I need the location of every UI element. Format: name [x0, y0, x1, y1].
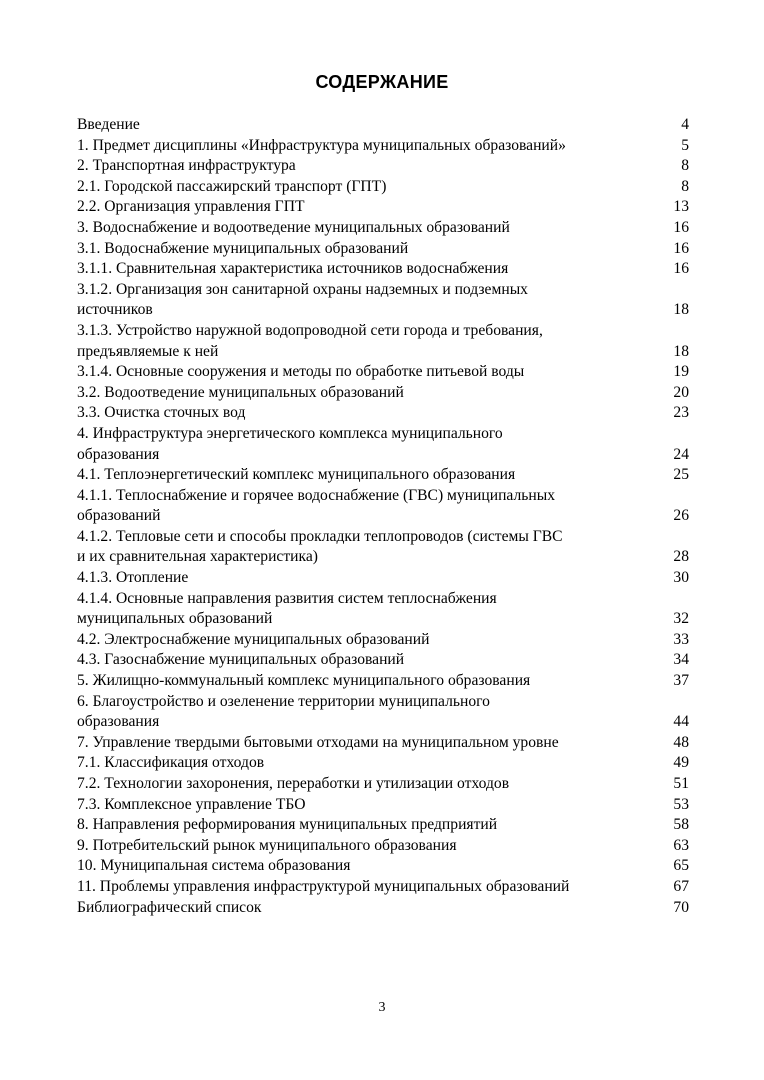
toc-entry-page: 5 [681, 136, 689, 154]
toc-entry [77, 156, 689, 177]
toc-entry-title: 4.1.3. Отопление [77, 569, 189, 587]
toc-entry [77, 403, 689, 424]
toc-entry-title: 6. Благоустройство и озеленение территории муниципального образования [77, 692, 490, 731]
toc-entry-page: 37 [673, 672, 689, 690]
toc-entry-title: 7. Управление твердыми бытовыми отходами на муниципальном уровне [77, 733, 559, 751]
toc-entry [77, 218, 689, 239]
toc-entry [77, 856, 689, 877]
toc-entry [77, 136, 689, 157]
toc-entry-title: 2.1. Городской пассажирский транспорт (ГПТ) [77, 177, 387, 195]
toc-entry-title: Введение [77, 116, 140, 133]
toc-entry [77, 362, 689, 383]
toc-entry [77, 774, 689, 795]
toc-entry-title: 7.1. Классификация отходов [77, 754, 265, 772]
toc-entry-page: 63 [673, 836, 689, 854]
toc-entry [77, 589, 689, 630]
toc-entry-page: 23 [673, 404, 689, 422]
toc-entry-page: 28 [673, 548, 689, 566]
toc-entry [77, 877, 689, 898]
toc-entry [77, 836, 689, 857]
page-number: 3 [378, 1000, 386, 1015]
toc-entry-page: 32 [673, 610, 689, 628]
toc-entry-title: Библиографический список [77, 898, 262, 916]
toc-entry-page: 51 [673, 775, 689, 792]
toc-entry [77, 815, 689, 836]
toc-entry-page: 8 [681, 177, 689, 195]
toc-entry-page: 65 [673, 857, 689, 875]
toc-entry-title: 4.3. Газоснабжение муниципальных образований [77, 651, 405, 669]
toc-entry-page: 67 [673, 877, 689, 895]
page-title: СОДЕРЖАНИЕ [315, 72, 449, 92]
toc-entry-page: 18 [673, 342, 689, 360]
toc-entry-title: 4. Инфраструктура энергетического комплекса муниципального образования [77, 424, 503, 463]
toc-entry [77, 321, 689, 362]
toc-entry-page: 24 [673, 445, 689, 463]
toc-entry [77, 753, 689, 774]
toc-entry-title: 4.1. Теплоэнергетический комплекс муниципального образования [77, 466, 516, 484]
toc-entry-page: 25 [673, 466, 689, 484]
toc-entry [77, 259, 689, 280]
toc-entry-page: 70 [673, 898, 689, 916]
toc-entry [77, 177, 689, 198]
toc-entry [77, 898, 689, 919]
toc-entry-title: 3.1.3. Устройство наружной водопроводной сети города и требования, предъявляемые к ней [77, 321, 543, 360]
toc-entry-title: 9. Потребительский рынок муниципального образования [77, 836, 457, 854]
toc-entry-title: 7.2. Технологии захоронения, переработки и утилизации отходов [77, 775, 510, 792]
toc-entry-page: 16 [673, 260, 689, 278]
toc-entry-page: 8 [681, 157, 689, 175]
toc-entry-page: 30 [673, 569, 689, 587]
toc-entry [77, 197, 689, 218]
toc-entry-title: 3. Водоснабжение и водоотведение муниципальных образований [77, 218, 510, 236]
toc-entry-page: 4 [681, 116, 689, 133]
toc-entry [77, 424, 689, 465]
toc-entry-page: 13 [673, 198, 689, 216]
toc-entry-title: 8. Направления реформирования муниципальных предприятий [77, 816, 498, 834]
toc-entry-title: 11. Проблемы управления инфраструктурой муниципальных образований [77, 877, 570, 895]
toc-entry-page: 16 [673, 218, 689, 236]
toc-entry-title: 4.1.1. Теплоснабжение и горячее водоснабжение (ГВС) муниципальных образований [77, 486, 555, 525]
toc-entry-page: 33 [673, 630, 689, 648]
toc-entry-title: 3.3. Очистка сточных вод [77, 404, 246, 422]
toc-entry-title: 4.2. Электроснабжение муниципальных образований [77, 630, 430, 648]
toc-entry [77, 630, 689, 651]
toc-entry [77, 465, 689, 486]
toc-entry-page: 19 [673, 363, 689, 381]
toc-entry-title: 10. Муниципальная система образования [77, 857, 351, 875]
toc-entry-page: 18 [673, 301, 689, 319]
toc-entry-title: 3.1.2. Организация зон санитарной охраны надземных и подземных источников [77, 280, 528, 319]
toc-entry-title: 4.1.4. Основные направления развития систем теплоснабжения муниципальных образований [77, 589, 497, 628]
toc-entry-title: 3.2. Водоотведение муниципальных образований [77, 383, 404, 401]
toc-entry [77, 650, 689, 671]
toc-entry [77, 239, 689, 260]
toc-entry [77, 795, 689, 816]
toc-entry-page: 58 [673, 816, 689, 834]
toc-entry-title: 3.1. Водоснабжение муниципальных образований [77, 239, 409, 257]
toc-entry [77, 280, 689, 321]
toc-entry [77, 568, 689, 589]
toc-entry-page: 53 [673, 795, 689, 813]
toc-entry-title: 4.1.2. Тепловые сети и способы прокладки теплопроводов (системы ГВС и их сравнительная характеристика) [77, 527, 563, 566]
toc-entry-title: 2.2. Организация управления ГПТ [77, 198, 305, 216]
toc-entry [77, 383, 689, 404]
toc-entry-title: 3.1.4. Основные сооружения и методы по обработке питьевой воды [77, 363, 525, 381]
table-of-contents [77, 115, 689, 918]
toc-entry-title: 1. Предмет дисциплины «Инфраструктура муниципальных образований» [77, 136, 566, 154]
toc-entry-title: 2. Транспортная инфраструктура [77, 157, 296, 175]
toc-entry-title: 7.3. Комплексное управление ТБО [77, 795, 306, 813]
toc-entry-page: 16 [673, 239, 689, 257]
toc-entry-page: 26 [673, 507, 689, 525]
toc-entry [77, 486, 689, 527]
toc-entry-page: 44 [673, 713, 689, 731]
toc-entry [77, 733, 689, 754]
toc-entry-title: 5. Жилищно-коммунальный комплекс муниципального образования [77, 672, 531, 690]
toc-entry-page: 34 [673, 651, 689, 669]
toc-entry [77, 115, 689, 136]
toc-entry [77, 671, 689, 692]
toc-entry-page: 49 [673, 754, 689, 772]
toc-entry [77, 527, 689, 568]
toc-entry-page: 48 [673, 733, 689, 751]
toc-entry [77, 692, 689, 733]
toc-entry-page: 20 [673, 383, 689, 401]
toc-entry-title: 3.1.1. Сравнительная характеристика источников водоснабжения [77, 260, 509, 278]
